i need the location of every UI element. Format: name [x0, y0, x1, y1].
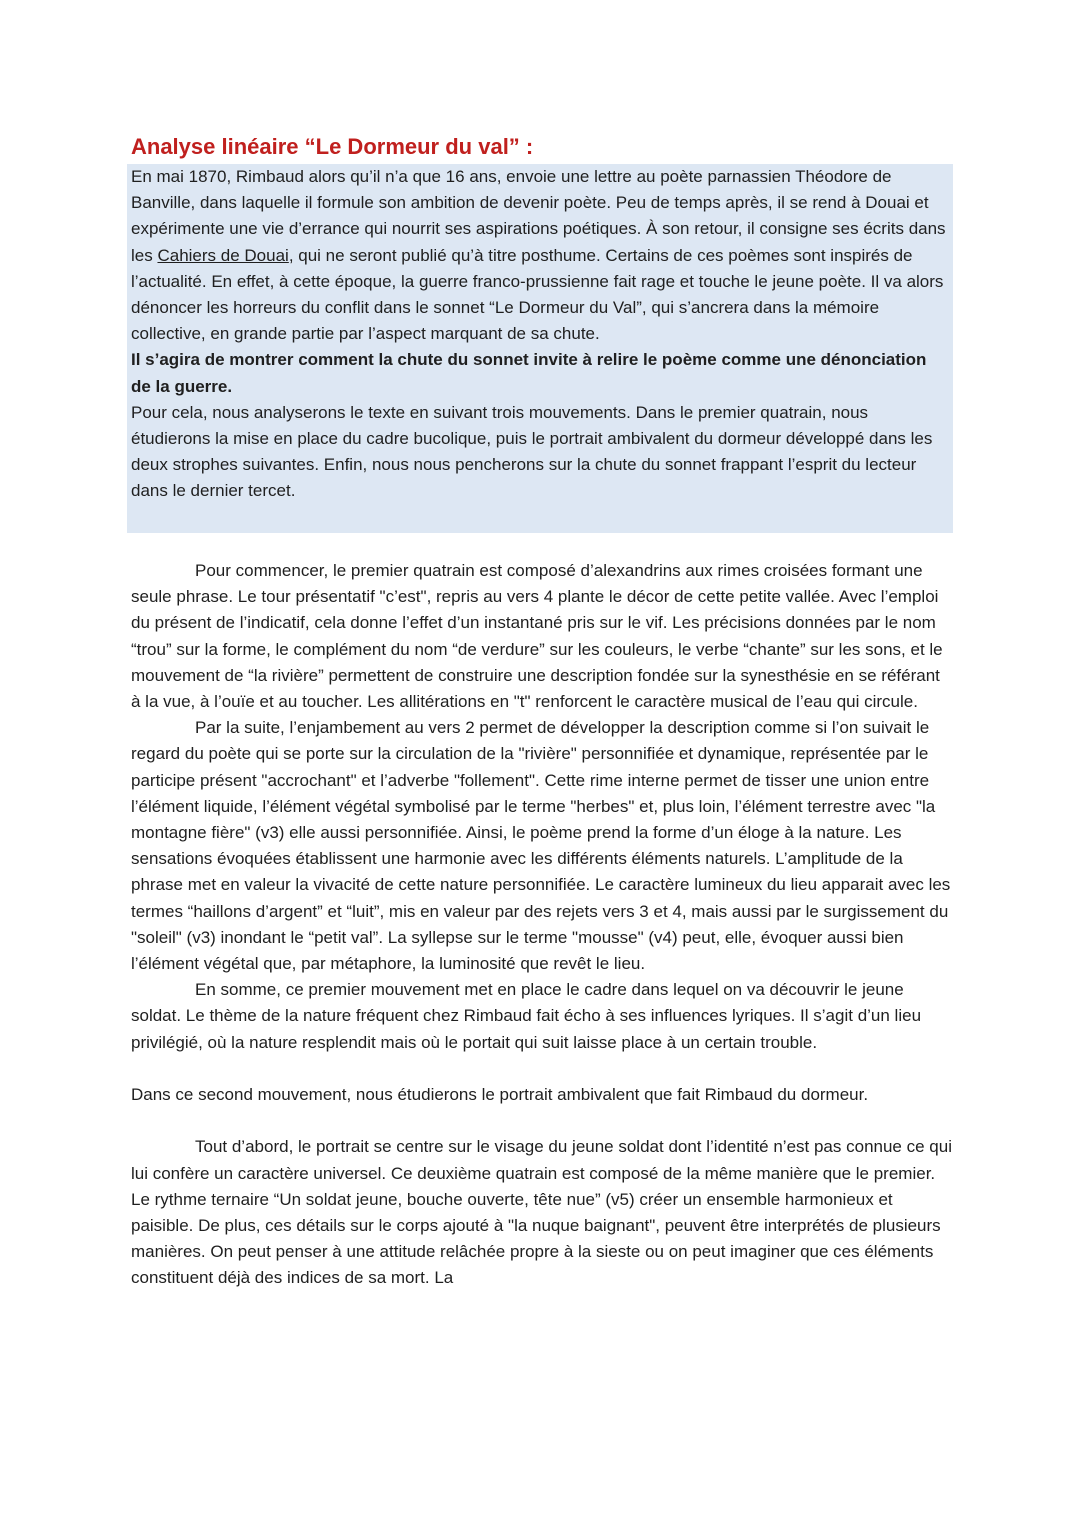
intro-context-text-end: , qui ne seront publié qu’à titre posthume. Certains de ces poèmes sont inspirés de l’actualité. En effet, à cette époque, la guerre franco-prussienne fait rage et touche le jeune poète. Il va alors dénoncer les horreurs du conflit dans le sonnet “Le Dormeur du Val”, qui s’ancrera dans la mémoire collective, en grande partie par l’aspect marquant de sa chute.	[131, 245, 944, 344]
intro-context-text: En mai 1870, Rimbaud alors qu’il n’a que 16 ans, envoie une lettre au poète parnassien Théodore de Banville, dans laquelle il formule son ambition de devenir poète. Peu de temps après, il se rend à Douai et expérimente une vie d’errance qui nourrit ses aspirations poétiques. À son retour, il consigne ses écrits dans les	[131, 167, 946, 265]
intro-context-paragraph	[131, 164, 949, 347]
movement-transition: Dans ce second mouvement, nous étudierons le portrait ambivalent que fait Rimbaud du dormeur.	[131, 1085, 869, 1105]
analysis-paragraph-1: Pour commencer, le premier quatrain est composé d’alexandrins aux rimes croisées formant une seule phrase. Le tour présentatif "c’est", repris au vers 4 plante le décor de cette petite vallée. Avec l’emploi du présent de l’indicatif, cela donne l’effet d’un instantané pris sur le vif. Les précisions données par le nom “trou” sur la forme, le complément du nom “de verdure” sur les couleurs, le verbe “chante” sur les sons, et le mouvement de “la rivière” permettent de construire une description fondée sur la synesthésie en se référant à la vue, à l’ouïe et au toucher. Les allitérations en "t" renforcent le caractère musical de l’eau qui circule.	[131, 561, 943, 712]
analysis-paragraph-4: Tout d’abord, le portrait se centre sur le visage du jeune soldat dont l’identité n’est pas connue ce qui lui confère un caractère universel. Ce deuxième quatrain est composé de la même manière que le premier. Le rythme ternaire “Un soldat jeune, bouche ouverte, tête nue” (v5) créer un ensemble harmonieux et paisible. De plus, ces détails sur le corps ajouté à "la nuque baignant", peuvent être interprétés de plusieurs manières. On peut penser à une attitude relâchée propre à la sieste ou on peut imaginer que ces éléments constituent déjà des indices de sa mort. La	[131, 1137, 952, 1288]
analysis-paragraph-3: En somme, ce premier mouvement met en place le cadre dans lequel on va découvrir le jeune soldat. Le thème de la nature fréquent chez Rimbaud fait écho à ses influences lyriques. Il s’agit d’un lieu privilégié, où la nature resplendit mais où le portait qui suit laisse place à un certain trouble.	[131, 980, 922, 1052]
cahiers-de-douai-reference: Cahiers de Douai	[157, 245, 289, 265]
analysis-paragraph-2: Par la suite, l’enjambement au vers 2 permet de développer la description comme si l’on suivait le regard du poète qui se porte sur la circulation de la "rivière" personnifiée et dynamique, représentée par le participe présent "accrochant" et l’adverbe "follement". Cette rime interne permet de tisser une union entre l’élément liquide, l’élément végétal symbolisé par le terme "herbes" et, plus loin, l’élément terrestre avec "la montagne fière" (v3) elle aussi personnifiée. Ainsi, le poème prend la forme d’un éloge à la nature. Les sensations évoquées établissent une harmonie avec les différents éléments naturels. L’amplitude de la phrase met en valeur la vivacité de cette nature personnifiée. Le caractère lumineux du lieu apparait avec les termes “haillons d’argent” et “luit”, mis en valeur par des rejets vers 3 et 4, mais aussi par le surgissement du "soleil" (v3) inondant le “petit val”. La syllepse sur le terme "mousse" (v4) peut, elle, évoquer aussi bien l’élément végétal que, par métaphore, la luminosité que revêt le lieu.	[131, 718, 951, 974]
document-title: Analyse linéaire “Le Dormeur du val” :	[131, 134, 534, 159]
problematique: Il s’agira de montrer comment la chute du sonnet invite à relire le poème comme une dénonciation de la guerre.	[131, 350, 927, 396]
analysis-body	[131, 558, 953, 1292]
introduction	[131, 164, 949, 505]
intro-plan-paragraph: Pour cela, nous analyserons le texte en suivant trois mouvements. Dans le premier quatrain, nous étudierons la mise en place du cadre bucolique, puis le portrait ambivalent du dormeur développé dans les deux strophes suivantes. Enfin, nous nous pencherons sur la chute du sonnet frappant l’esprit du lecteur dans le dernier tercet.	[131, 402, 933, 501]
